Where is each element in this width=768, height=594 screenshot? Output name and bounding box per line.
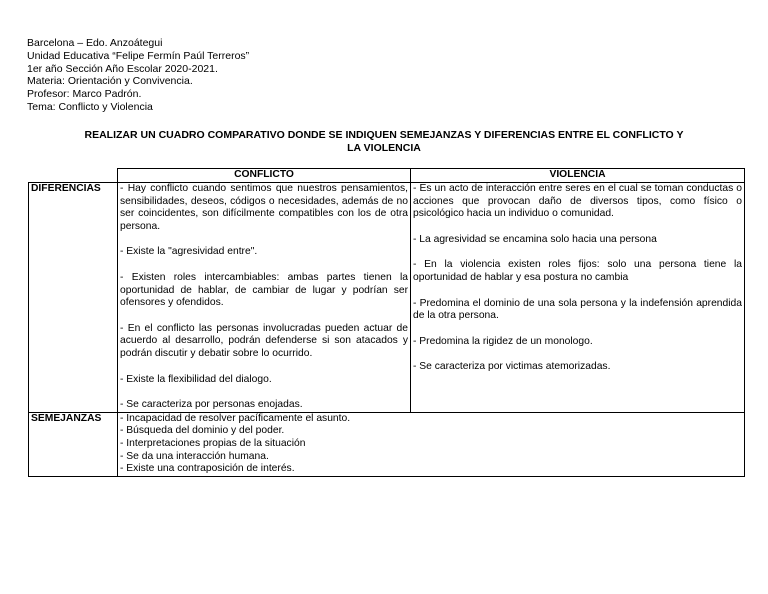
cell-violencia bbox=[411, 183, 745, 413]
document-header bbox=[27, 37, 249, 114]
cell-semejanzas bbox=[118, 412, 745, 476]
row-semejanzas bbox=[29, 412, 745, 476]
violencia-item: - Se caracteriza por victimas atemorizadas. bbox=[413, 361, 611, 373]
conflicto-item: - Existe la "agresividad entre". bbox=[120, 246, 258, 258]
violencia-item: - Predomina la rigidez de un monologo. bbox=[413, 335, 593, 347]
header-school: Unidad Educativa “Felipe Fermín Paúl Terreros” bbox=[27, 49, 250, 62]
semejanza-item: - Se da una interacción humana. bbox=[120, 450, 269, 462]
row-header-semejanzas: SEMEJANZAS bbox=[29, 412, 118, 476]
row-header-diferencias: DIFERENCIAS bbox=[29, 183, 118, 413]
header-grade: 1er año Sección Año Escolar 2020-2021. bbox=[27, 62, 218, 75]
conflicto-item: - En el conflicto las personas involucradas pueden actuar de acuerdo al desarrollo, podrán defenderse si son atacados y podrán discutir y debatir sobre lo ocurrido. bbox=[120, 322, 408, 359]
semejanza-item: - Búsqueda del dominio y del poder. bbox=[120, 425, 285, 437]
title-line-2: LA VIOLENCIA bbox=[347, 142, 421, 154]
column-header-conflicto: CONFLICTO bbox=[118, 169, 411, 183]
conflicto-item: - Hay conflicto cuando sentimos que nuestros pensamientos, sensibilidades, deseos, códigos o necesidades, además de no ser coincidentes, son difícilmente compatibles con los de otra persona. bbox=[120, 183, 408, 232]
semejanza-item: - Existe una contraposición de interés. bbox=[120, 463, 295, 475]
header-subject: Materia: Orientación y Convivencia. bbox=[27, 75, 193, 88]
title-line-1: REALIZAR UN CUADRO COMPARATIVO DONDE SE INDIQUEN SEMEJANZAS Y DIFERENCIAS ENTRE EL CONFLICTO Y bbox=[84, 129, 684, 141]
header-teacher: Profesor: Marco Padrón. bbox=[27, 88, 142, 101]
table-corner bbox=[29, 169, 118, 183]
conflicto-item: - Existe la flexibilidad del dialogo. bbox=[120, 373, 272, 385]
conflicto-item: - Existen roles intercambiables: ambas partes tienen la oportunidad de hablar, de cambiar de lugar y podrían ser ofensores y ofendidos. bbox=[120, 271, 408, 309]
semejanza-item: - Interpretaciones propias de la situación bbox=[120, 437, 306, 449]
comparison-table bbox=[28, 168, 745, 477]
assignment-title bbox=[28, 129, 740, 155]
column-header-violencia: VIOLENCIA bbox=[411, 169, 745, 183]
table-header-row bbox=[29, 169, 745, 183]
violencia-item: - Predomina el dominio de una sola persona y la indefensión aprendida de la otra persona. bbox=[413, 297, 742, 322]
violencia-item: - Es un acto de interacción entre seres en el cual se toman conductas o acciones que provocan daño de diversos tipos, como físico o psicológico hacia un individuo o comunidad. bbox=[413, 183, 742, 220]
semejanza-item: - Incapacidad de resolver pacíficamente el asunto. bbox=[120, 412, 351, 424]
cell-conflicto bbox=[118, 183, 411, 413]
header-topic: Tema: Conflicto y Violencia bbox=[27, 100, 153, 113]
row-diferencias bbox=[29, 183, 745, 413]
header-city: Barcelona – Edo. Anzoátegui bbox=[27, 37, 163, 49]
conflicto-item: - Se caracteriza por personas enojadas. bbox=[120, 399, 303, 411]
violencia-item: - La agresividad se encamina solo hacia una persona bbox=[413, 233, 657, 245]
violencia-item: - En la violencia existen roles fijos: solo una persona tiene la oportunidad de hablar y esa postura no cambia bbox=[413, 259, 742, 283]
